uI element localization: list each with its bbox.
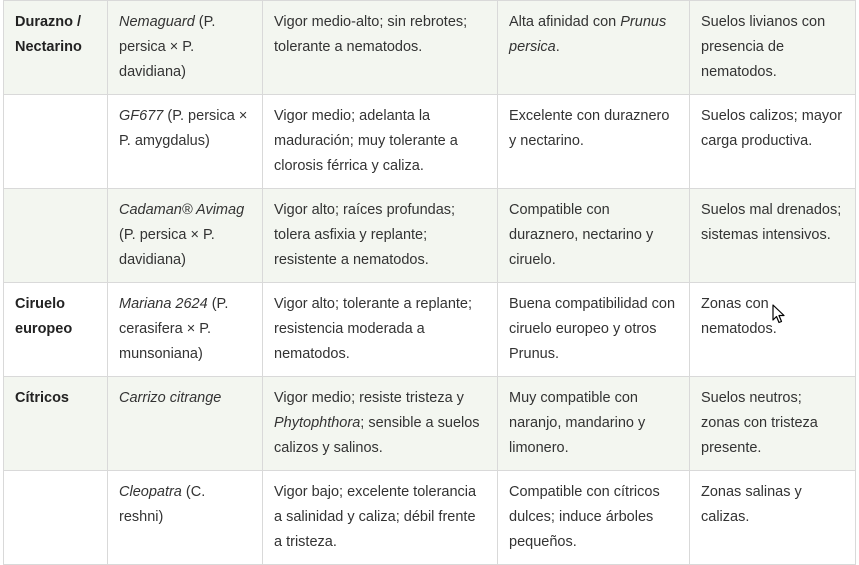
compat-text: Alta afinidad con: [509, 14, 621, 30]
table-row: [4, 95, 856, 189]
rootstock-cell: [108, 471, 263, 565]
rootstock-table: [3, 0, 856, 565]
rootstock-detail: (P. persica × P. davidiana): [119, 14, 216, 80]
soil-cell: Suelos neutros; zonas con tristeza presente.: [690, 377, 856, 471]
rootstock-detail: (P. cerasifera × P. munsoniana): [119, 296, 229, 362]
compatibility-cell: Excelente con duraznero y nectarino.: [498, 95, 690, 189]
compatibility-cell: Muy compatible con naranjo, mandarino y limonero.: [498, 377, 690, 471]
rootstock-cell: [108, 377, 263, 471]
rootstock-name: Cleopatra: [119, 484, 182, 500]
table-row: [4, 1, 856, 95]
vigor-cell: Vigor medio-alto; sin rebrotes; tolerante a nematodos.: [263, 1, 498, 95]
rootstock-cell: [108, 283, 263, 377]
rootstock-detail: (P. persica × P. davidiana): [119, 227, 215, 268]
rootstock-cell: [108, 95, 263, 189]
species-cell: [4, 471, 108, 565]
rootstock-cell: [108, 189, 263, 283]
vigor-cell: Vigor alto; tolerante a replante; resistencia moderada a nematodos.: [263, 283, 498, 377]
vigor-cell: Vigor medio; adelanta la maduración; muy tolerante a clorosis férrica y caliza.: [263, 95, 498, 189]
compat-text-end: .: [555, 39, 560, 55]
rootstock-detail: (C. reshni): [119, 484, 206, 525]
soil-cell: Suelos mal drenados; sistemas intensivos.: [690, 189, 856, 283]
rootstock-name: Carrizo citrange: [119, 390, 222, 406]
vigor-cell: Vigor alto; raíces profundas; tolera asfixia y replante; resistente a nematodos.: [263, 189, 498, 283]
species-cell: Durazno / Nectarino: [4, 1, 108, 95]
rootstock-name: GF677: [119, 108, 164, 124]
table-row: [4, 471, 856, 565]
table-row: [4, 189, 856, 283]
species-cell: Ciruelo europeo: [4, 283, 108, 377]
rootstock-cell: [108, 1, 263, 95]
soil-cell: Zonas salinas y calizas.: [690, 471, 856, 565]
compatibility-cell: [498, 1, 690, 95]
vigor-text-end: ; sensible a suelos calizos y salinos.: [274, 415, 480, 456]
species-cell: Cítricos: [4, 377, 108, 471]
rootstock-name: Mariana 2624: [119, 296, 208, 312]
soil-cell: Zonas con nematodos.: [690, 283, 856, 377]
vigor-text: Vigor medio; resiste tristeza y: [274, 390, 464, 406]
vigor-cell: Vigor bajo; excelente tolerancia a salinidad y caliza; débil frente a tristeza.: [263, 471, 498, 565]
vigor-italic-text: Phytophthora: [274, 415, 361, 431]
species-cell: [4, 95, 108, 189]
table-row: [4, 283, 856, 377]
compatibility-cell: Buena compatibilidad con ciruelo europeo y otros Prunus.: [498, 283, 690, 377]
vigor-cell: [263, 377, 498, 471]
mouse-pointer-icon: [772, 304, 786, 324]
compatibility-cell: Compatible con duraznero, nectarino y ciruelo.: [498, 189, 690, 283]
rootstock-detail: (P. persica × P. amygdalus): [119, 108, 248, 149]
table-row: [4, 377, 856, 471]
soil-cell: Suelos livianos con presencia de nematodos.: [690, 1, 856, 95]
compat-italic-text: Prunus persica: [509, 14, 667, 55]
rootstock-name: Cadaman® Avimag: [119, 202, 245, 218]
soil-cell: Suelos calizos; mayor carga productiva.: [690, 95, 856, 189]
species-cell: [4, 189, 108, 283]
compatibility-cell: Compatible con cítricos dulces; induce árboles pequeños.: [498, 471, 690, 565]
rootstock-name: Nemaguard: [119, 14, 195, 30]
